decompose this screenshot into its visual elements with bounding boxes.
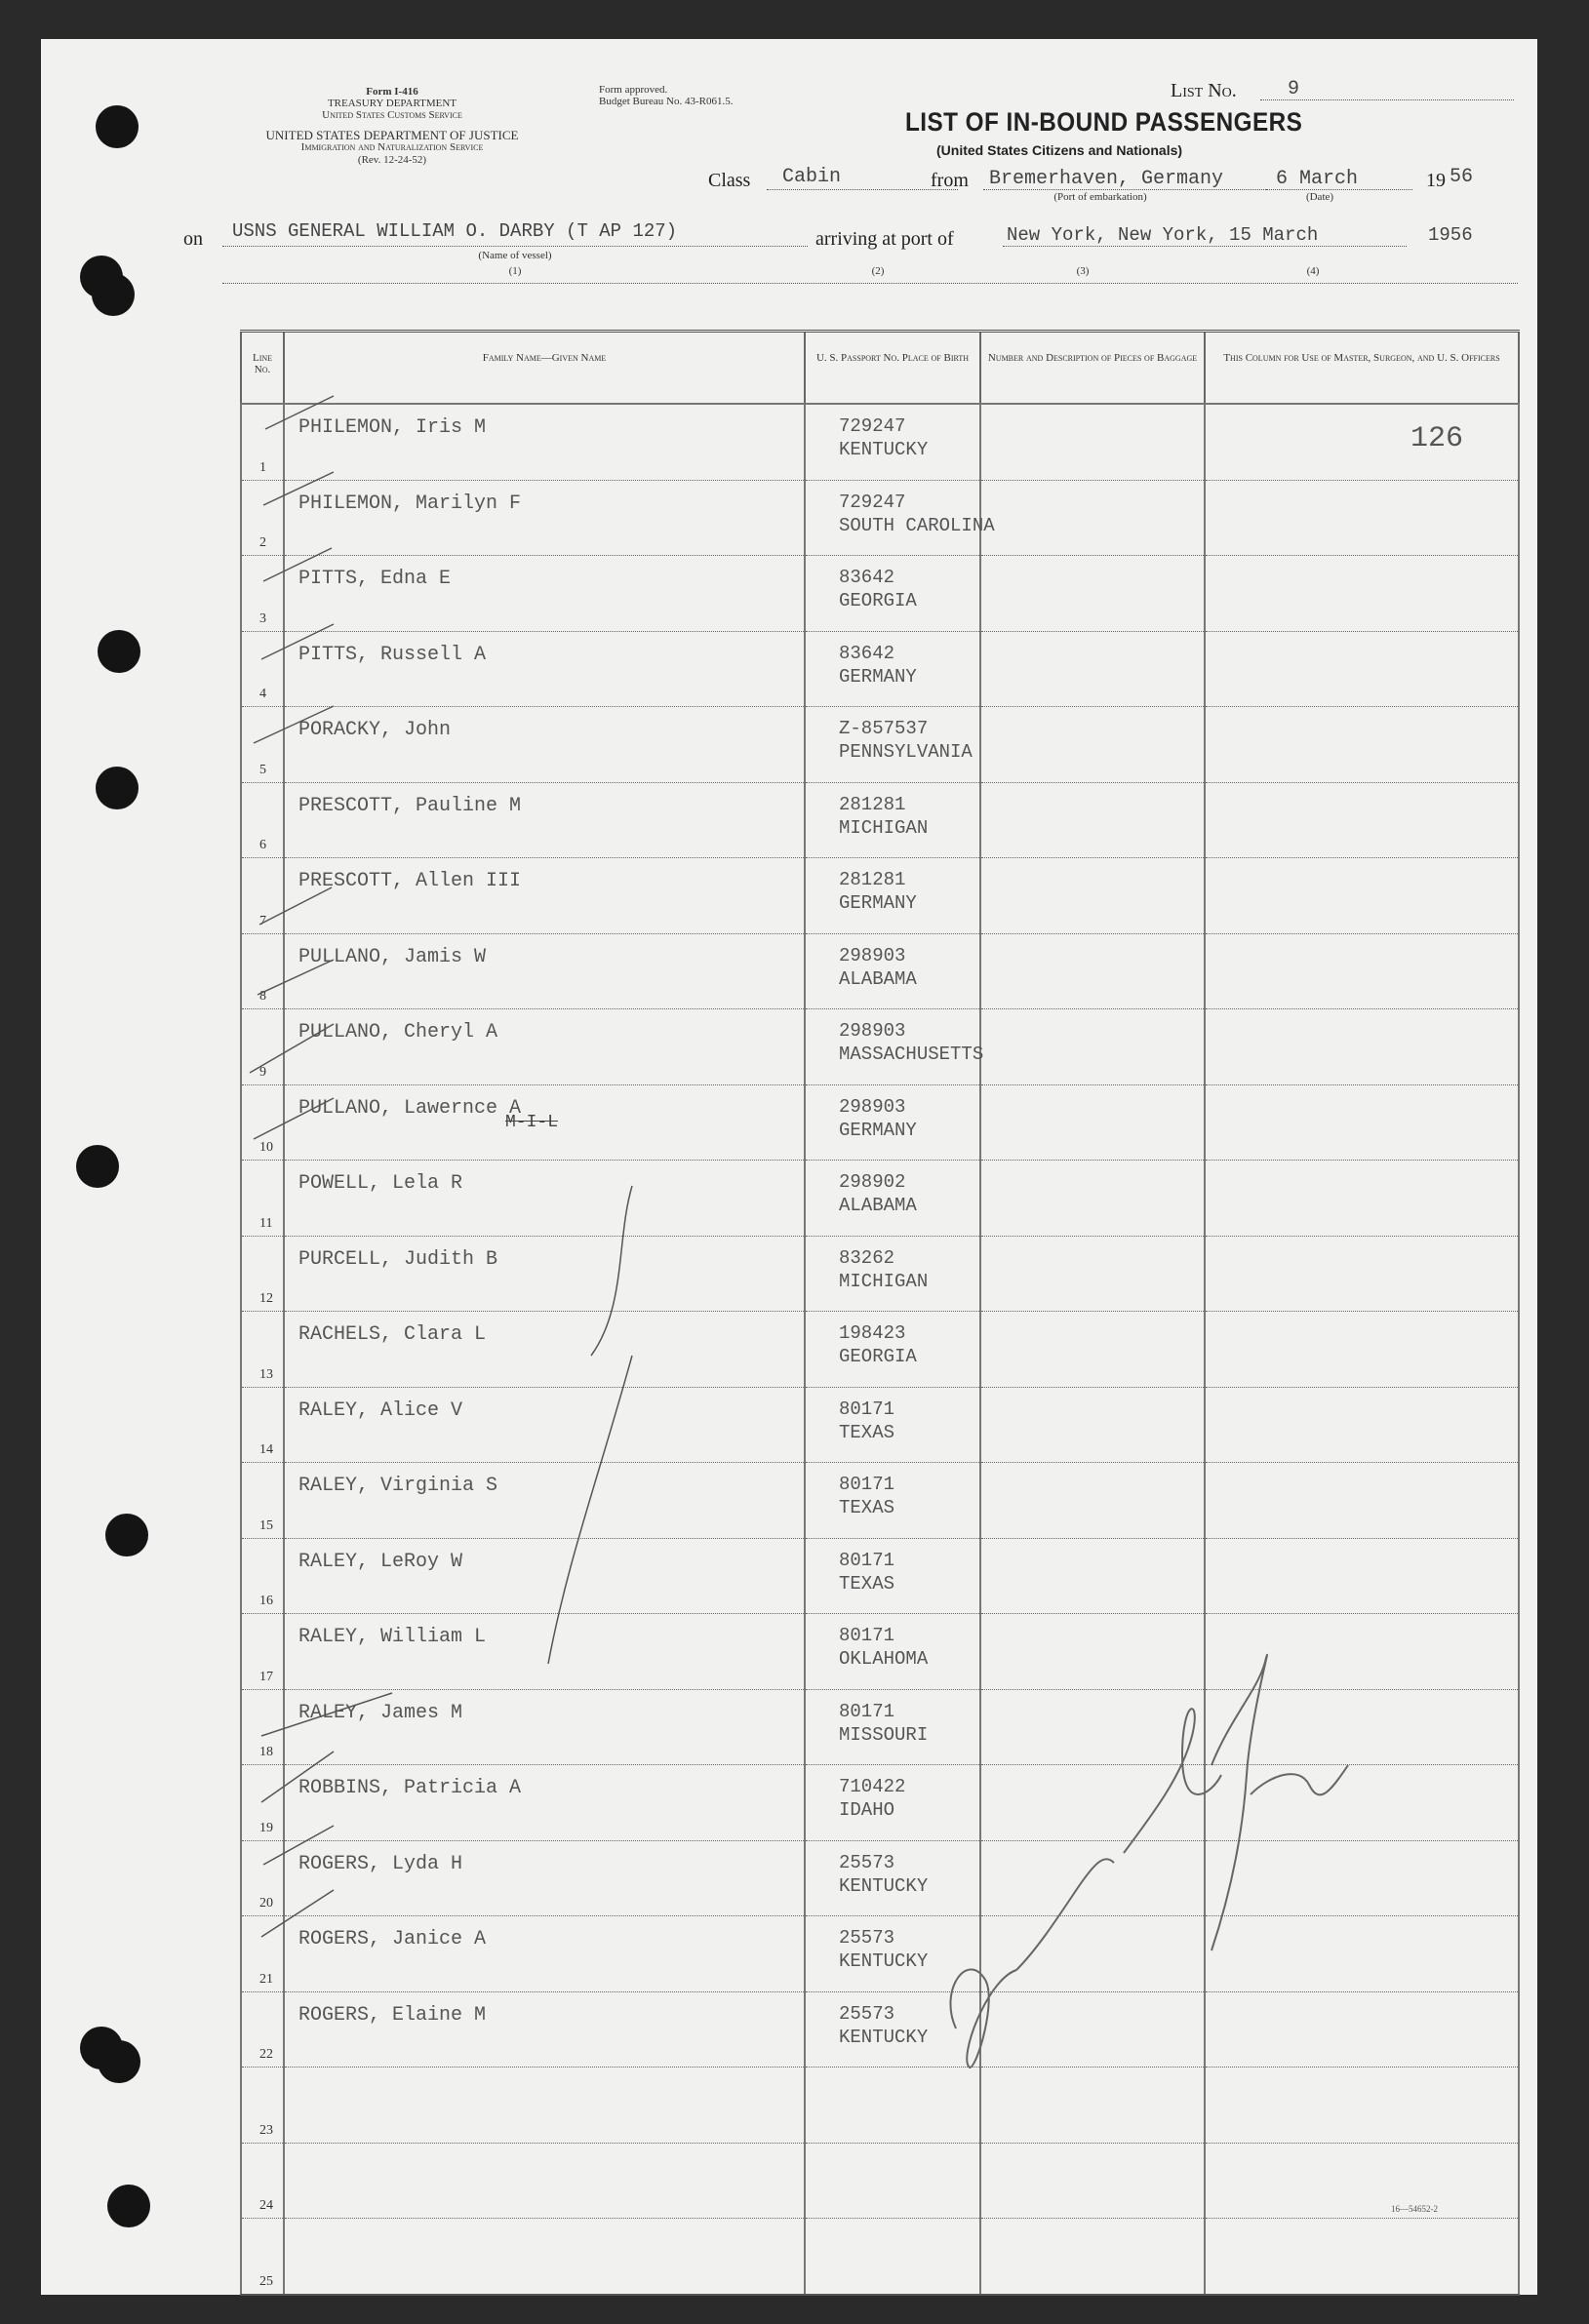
- page-subtitle: (United States Citizens and Nationals): [936, 142, 1183, 158]
- passport-number: Z-857537: [839, 718, 929, 739]
- passenger-name: RALEY, James M: [298, 1701, 463, 1724]
- header-line-no: Line No.: [241, 332, 284, 405]
- line-number: 17: [259, 1669, 273, 1684]
- revision: (Rev. 12-24-52): [357, 154, 427, 166]
- caption-4: (4): [1306, 265, 1320, 277]
- class-value: Cabin: [782, 166, 842, 188]
- passport-number: 298903: [839, 1020, 906, 1042]
- passenger-name: PRESCOTT, Pauline M: [298, 794, 522, 817]
- place-of-birth: IDAHO: [839, 1799, 895, 1821]
- budget-bureau: Budget Bureau No. 43-R061.5.: [599, 96, 734, 107]
- line-number: 12: [259, 1291, 273, 1306]
- form-approved: Form approved.: [599, 84, 668, 96]
- passenger-name: ROBBINS, Patricia A: [298, 1777, 522, 1799]
- list-no-label: List No.: [1171, 80, 1237, 101]
- passport-number: 83642: [839, 642, 895, 664]
- line-number: 19: [259, 1820, 273, 1835]
- passport-number: 729247: [839, 491, 906, 513]
- customs-service: United States Customs Service: [322, 109, 462, 121]
- passenger-name: RALEY, Virginia S: [298, 1475, 498, 1497]
- line-number: 11: [259, 1215, 273, 1231]
- line-number: 9: [259, 1064, 266, 1080]
- place-of-birth: TEXAS: [839, 1421, 895, 1443]
- line-number: 14: [259, 1442, 273, 1457]
- place-of-birth: KENTUCKY: [839, 1950, 929, 1972]
- line-number: 13: [259, 1366, 273, 1382]
- from-label: from: [931, 170, 969, 191]
- arrival-port-date: New York, New York, 15 March: [1007, 224, 1319, 246]
- arrival-year: 1956: [1428, 224, 1473, 246]
- line-number: 15: [259, 1517, 273, 1533]
- line-number: 24: [259, 2198, 273, 2213]
- passenger-name: PITTS, Edna E: [298, 568, 452, 590]
- line-number: 25: [259, 2273, 273, 2289]
- line-number: 5: [259, 762, 266, 777]
- passenger-name: PHILEMON, Marilyn F: [298, 492, 522, 515]
- line-number: 7: [259, 913, 266, 928]
- passenger-name: RALEY, Alice V: [298, 1398, 463, 1422]
- passport-number: 80171: [839, 1625, 895, 1646]
- place-of-birth: GEORGIA: [839, 1346, 917, 1367]
- ins-service: Immigration and Naturalization Service: [300, 141, 484, 153]
- list-no-value: 9: [1288, 78, 1300, 100]
- passport-number: 80171: [839, 1398, 895, 1420]
- passport-number: 25573: [839, 1851, 895, 1873]
- line-number: 2: [259, 535, 266, 550]
- passport-number: 80171: [839, 1474, 895, 1495]
- place-of-birth: MASSACHUSETTS: [839, 1044, 984, 1065]
- passport-number: 80171: [839, 1700, 895, 1722]
- passenger-name: PULLANO, Jamis W: [298, 945, 487, 968]
- place-of-birth: OKLAHOMA: [839, 1648, 929, 1670]
- line-number: 6: [259, 838, 266, 852]
- place-of-birth: GERMANY: [839, 665, 917, 688]
- place-of-birth: GEORGIA: [839, 590, 917, 611]
- year-value: 56: [1450, 166, 1474, 188]
- passport-number: 83262: [839, 1246, 895, 1269]
- justice-dept: UNITED STATES DEPARTMENT OF JUSTICE: [265, 128, 519, 142]
- passport-number: 25573: [839, 1927, 895, 1949]
- arriving-label: arriving at port of: [815, 228, 954, 250]
- place-of-birth: GERMANY: [839, 892, 917, 914]
- header-name: Family Name—Given Name: [284, 332, 805, 405]
- passport-number: 281281: [839, 793, 906, 815]
- header-baggage: Number and Description of Pieces of Baggage: [980, 332, 1205, 405]
- signature: [950, 1655, 1348, 2068]
- vessel-caption: (Name of vessel): [478, 250, 552, 261]
- caption-3: (3): [1076, 265, 1090, 277]
- treasury-dept: TREASURY DEPARTMENT: [327, 98, 457, 109]
- line-number: 1: [259, 459, 266, 475]
- on-label: on: [183, 228, 203, 250]
- class-label: Class: [708, 170, 751, 191]
- passenger-name: POWELL, Lela R: [298, 1172, 463, 1195]
- passenger-name: RALEY, William L: [298, 1626, 487, 1648]
- passport-number: 710422: [839, 1776, 906, 1797]
- place-of-birth: KENTUCKY: [839, 1874, 929, 1897]
- line-number: 16: [259, 1594, 273, 1608]
- line-number: 21: [259, 1971, 273, 1987]
- place-of-birth: ALABAMA: [839, 1195, 917, 1216]
- passenger-name: RALEY, LeRoy W: [298, 1550, 463, 1573]
- embark-port: Bremerhaven, Germany: [989, 168, 1224, 190]
- officer-note: 126: [1410, 422, 1464, 455]
- page-title: LIST OF IN-BOUND PASSENGERS: [905, 107, 1303, 137]
- form-number: Form I-416: [366, 86, 418, 98]
- passenger-name: PRESCOTT, Allen III: [298, 870, 522, 892]
- passport-number: 80171: [839, 1549, 895, 1571]
- year-prefix: 19: [1426, 170, 1446, 191]
- place-of-birth: ALABAMA: [839, 967, 917, 990]
- place-of-birth: GERMANY: [839, 1119, 917, 1141]
- line-number: 4: [259, 687, 266, 701]
- passenger-name: PULLANO, Cheryl A: [298, 1021, 498, 1044]
- date-caption: (Date): [1305, 191, 1334, 203]
- line-number: 18: [259, 1745, 273, 1759]
- caption-1: (1): [508, 265, 522, 277]
- caption-2: (2): [871, 265, 885, 277]
- line-number: 3: [259, 611, 266, 626]
- line-number: 8: [259, 989, 266, 1004]
- header-officers: This Column for Use of Master, Surgeon, and U. S. Officers: [1205, 332, 1519, 405]
- passport-number: 298902: [839, 1171, 906, 1193]
- passport-number: 83642: [839, 567, 895, 588]
- passenger-name: RACHELS, Clara L: [298, 1323, 487, 1346]
- place-of-birth: MISSOURI: [839, 1723, 929, 1746]
- passenger-name: PULLANO, Lawernce A: [298, 1096, 522, 1120]
- line-number: 23: [259, 2122, 273, 2138]
- place-of-birth: MICHIGAN: [839, 816, 929, 839]
- place-of-birth: PENNSYLVANIA: [839, 741, 973, 763]
- passport-number: 298903: [839, 1095, 906, 1118]
- passenger-name: PITTS, Russell A: [298, 643, 487, 666]
- place-of-birth: SOUTH CAROLINA: [839, 514, 995, 536]
- passport-number: 25573: [839, 2002, 895, 2025]
- passenger-name: ROGERS, Lyda H: [298, 1852, 463, 1875]
- place-of-birth: MICHIGAN: [839, 1270, 929, 1292]
- passenger-name: PORACKY, John: [298, 719, 452, 741]
- pen-marks: [41, 39, 1537, 2295]
- header-passport: U. S. Passport No. Place of Birth: [805, 332, 980, 405]
- embark-date: 6 March: [1276, 168, 1359, 190]
- passport-number: 298903: [839, 944, 906, 966]
- line-number: 22: [259, 2047, 273, 2062]
- passenger-name: ROGERS, Elaine M: [298, 2003, 487, 2027]
- place-of-birth: TEXAS: [839, 1497, 895, 1518]
- footer-code: 16—54652-2: [1391, 2204, 1438, 2214]
- passenger-name: PHILEMON, Iris M: [298, 416, 487, 439]
- line-number: 10: [259, 1140, 273, 1155]
- passport-number: 729247: [839, 415, 906, 437]
- struck-note: M-I-L: [505, 1113, 559, 1132]
- passport-number: 198423: [839, 1322, 906, 1344]
- passport-number: 281281: [839, 869, 906, 890]
- place-of-birth: KENTUCKY: [839, 2026, 929, 2048]
- document-page: [41, 39, 1537, 2295]
- passenger-name: PURCELL, Judith B: [298, 1247, 498, 1271]
- embark-caption: (Port of embarkation): [1053, 191, 1147, 203]
- passenger-name: ROGERS, Janice A: [298, 1928, 487, 1950]
- place-of-birth: KENTUCKY: [839, 439, 929, 460]
- place-of-birth: TEXAS: [839, 1572, 895, 1595]
- vessel-name: USNS GENERAL WILLIAM O. DARBY (T AP 127): [232, 220, 678, 242]
- line-number: 20: [259, 1896, 273, 1910]
